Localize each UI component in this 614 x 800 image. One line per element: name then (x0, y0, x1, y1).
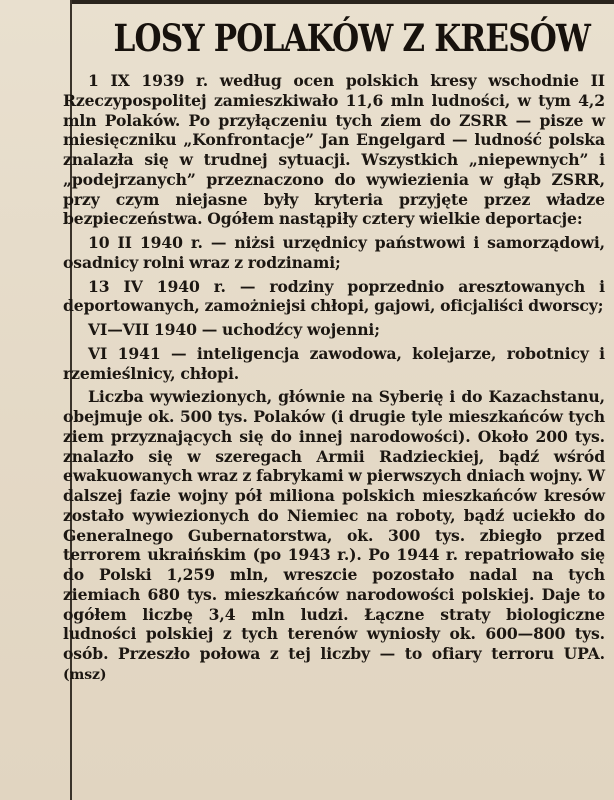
paragraph-deportation-2: 13 IV 1940 r. — rodziny poprzednio aresztowanych i deportowanych, zamożniejsi chłopi, gajowi, oficjaliści dworscy; (63, 276, 605, 316)
byline: (msz) (63, 666, 107, 683)
paragraph-deportation-1: 10 II 1940 r. — niżsi urzędnicy państwowi i samorządowi, osadnicy rolni wraz z rodzinami; (63, 233, 605, 272)
summary-text: Liczba wywiezionych, głównie na Syberię i do Kazachstanu, obejmuje ok. 500 tys. Polaków (i drugie tyle mieszkańców tych ziem przyznających się do innej narodowości). Około 200 tys. znalazło się w szeregach Armii Radzieckiej, bądź wśród ewakuowanych wraz z fabrykami w pierwszych dniach wojny. W dalszej fazie wojny pół miliona polskich mieszkańców kresów zostało wywiezionych do Niemiec na roboty, bądź uciekło do Generalnego Gubernatorstwa, ok. 300 tys. zbiegło przed terrorem ukraińskim (po 1943 r.). Po 1944 r. repatriowało się do Polski 1,259 mln, wreszcie pozostało nadal na tych ziemiach 680 tys. mieszkańców narodowości polskiej. Daje to ogółem liczbę 3,4 mln ludzi. Łączne straty biologiczne ludności polskiej z tych terenów wyniosły ok. 600—800 tys. osób. Przeszło połowa z tej liczby — to ofiary terroru UPA. (63, 387, 605, 663)
article-body (63, 71, 605, 686)
paragraph-intro: 1 IX 1939 r. według ocen polskich kresy wschodnie II Rzeczypospolitej zamieszkiwało 11,6 mln ludności, w tym 4,2 mln Polaków. Po przyłączeniu tych ziem do ZSRR — pisze w miesięczniku „Konfrontacje” Jan Engelgard — ludność polska znalazła się w trudnej sytuacji. Wszystkich „niepewnych” i „podejrzanych” przeznaczono do wywiezienia w głąb ZSRR, przy czym niejasne były kryteria przyjęte przez władze bezpieczeństwa. Ogółem nastąpiły cztery wielkie deportacje: (63, 71, 605, 229)
paragraph-deportation-3: VI—VII 1940 — uchodźcy wojenni; (88, 320, 380, 339)
headline: LOSY POLAKÓW Z KRESÓW (113, 16, 591, 60)
paragraph-summary (63, 387, 605, 685)
paragraph-deportation-4: VI 1941 — inteligencja zawodowa, kolejarze, robotnicy i rzemieślnicy, chłopi. (63, 343, 605, 383)
